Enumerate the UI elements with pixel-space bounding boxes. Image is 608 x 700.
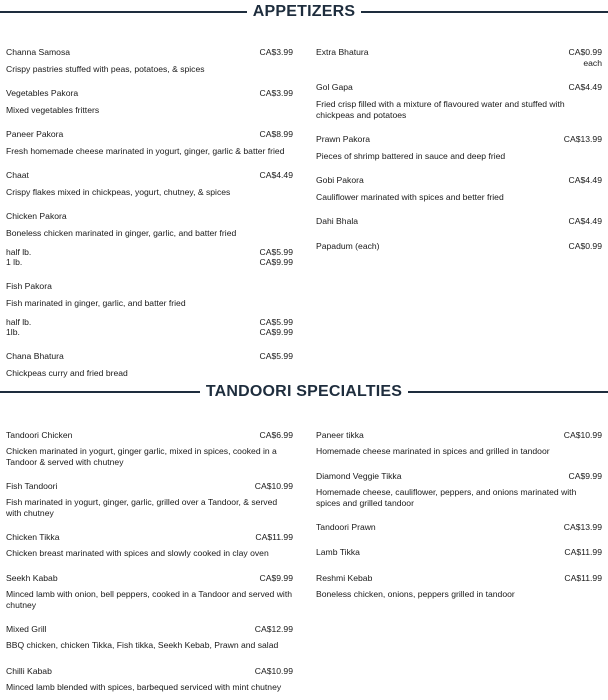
item-name: Chaat xyxy=(6,170,29,180)
item-description: Chicken breast marinated with spices and slowly cooked in clay oven xyxy=(6,548,269,558)
menu-item xyxy=(316,82,602,120)
menu-item xyxy=(6,532,293,559)
item-name: Channa Samosa xyxy=(6,47,71,57)
tandoori-header xyxy=(0,380,608,404)
item-name: Seekh Kabab xyxy=(6,573,58,583)
item-description: Mixed vegetables fritters xyxy=(6,105,100,115)
item-name: Papadum (each) xyxy=(316,241,380,251)
item-price: CA$5.99 xyxy=(259,351,293,361)
item-description: Crispy pastries stuffed with peas, potatoes, & spices xyxy=(6,64,205,74)
item-description: Minced lamb with onion, bell peppers, cooked in a Tandoor and served with chutney xyxy=(6,589,292,610)
item-description: Homemade cheese marinated in spices and grilled in tandoor xyxy=(316,446,550,456)
item-price: CA$0.99 xyxy=(568,241,602,251)
item-price: CA$11.99 xyxy=(564,547,602,557)
item-price: CA$9.99 xyxy=(259,573,293,583)
option-price: CA$5.99 xyxy=(259,246,293,257)
menu-item xyxy=(6,430,293,467)
item-name: Chicken Pakora xyxy=(6,211,67,221)
item-name: Lamb Tikka xyxy=(316,547,360,557)
menu-item xyxy=(316,471,602,508)
item-name: Reshmi Kebab xyxy=(316,573,373,583)
header-rule-right xyxy=(408,391,608,393)
item-name: Diamond Veggie Tikka xyxy=(316,471,402,481)
item-description: Fresh homemade cheese marinated in yogurt, ginger, garlic & batter fried xyxy=(6,146,285,156)
menu-item xyxy=(6,624,293,651)
item-name: Chilli Kabab xyxy=(6,666,52,676)
item-description: Homemade cheese, cauliflower, peppers, and onions marinated with spices and grilled tandoor xyxy=(316,487,577,508)
item-name: Paneer Pakora xyxy=(6,129,64,139)
item-name: Tandoori Prawn xyxy=(316,522,376,532)
item-description: Crispy flakes mixed in chickpeas, yogurt, chutney, & spices xyxy=(6,187,231,197)
item-price: CA$4.49 xyxy=(568,216,602,226)
item-description: Fried crisp filled with a mixture of flavoured water and stuffed with chickpeas and potatoes xyxy=(316,99,565,120)
item-description: BBQ chicken, chicken Tikka, Fish tikka, Seekh Kebab, Prawn and salad xyxy=(6,640,279,650)
item-price: CA$11.99 xyxy=(564,573,602,583)
item-name: Paneer tikka xyxy=(316,430,364,440)
item-price: CA$4.49 xyxy=(568,82,602,92)
section-title: TANDOORI SPECIALTIES xyxy=(205,383,403,400)
menu-item xyxy=(316,216,602,227)
option-label: 1 lb. xyxy=(6,256,23,267)
item-price: CA$8.99 xyxy=(259,129,293,139)
item-price: CA$13.99 xyxy=(563,522,602,532)
menu-item xyxy=(6,211,293,267)
item-price: CA$3.99 xyxy=(259,47,293,57)
menu-item xyxy=(316,573,602,600)
menu-item xyxy=(6,573,293,610)
item-name: Gol Gapa xyxy=(316,82,353,92)
item-name: Dahi Bhala xyxy=(316,216,359,226)
menu-item xyxy=(6,88,293,116)
item-name: Chana Bhatura xyxy=(6,351,64,361)
item-name: Tandoori Chicken xyxy=(6,430,73,440)
item-price: CA$6.99 xyxy=(259,430,293,440)
item-name: Extra Bhatura xyxy=(316,47,369,57)
menu-item xyxy=(316,241,602,252)
header-rule-left xyxy=(0,11,247,13)
menu-item xyxy=(6,666,293,693)
item-description: Boneless chicken marinated in ginger, garlic, and batter fried xyxy=(6,228,237,238)
item-price: CA$10.99 xyxy=(254,666,293,676)
option-label: half lb. xyxy=(6,316,32,327)
item-name: Chicken Tikka xyxy=(6,532,60,542)
item-price: CA$4.49 xyxy=(568,175,602,185)
menu-item xyxy=(316,134,602,162)
menu-item xyxy=(316,175,602,203)
item-description: Minced lamb blended with spices, barbequed serviced with mint chutney xyxy=(6,682,282,692)
item-description: Chickpeas curry and fried bread xyxy=(6,368,128,378)
item-price: CA$12.99 xyxy=(254,624,293,634)
item-name: Fish Tandoori xyxy=(6,481,58,491)
price-note: each xyxy=(583,58,602,68)
item-price: CA$13.99 xyxy=(563,134,602,144)
item-name: Mixed Grill xyxy=(6,624,47,634)
item-description: Chicken marinated in yogurt, ginger garlic, mixed in spices, cooked in a Tandoor & served with chutney xyxy=(6,446,277,467)
item-description: Pieces of shrimp battered in sauce and deep fried xyxy=(316,151,506,161)
item-price: CA$9.99 xyxy=(568,471,602,481)
option-label: half lb. xyxy=(6,246,32,257)
item-description: Cauliflower marinated with spices and better fried xyxy=(316,192,504,202)
item-name: Gobi Pakora xyxy=(316,175,364,185)
item-price: CA$10.99 xyxy=(563,430,602,440)
menu-item xyxy=(316,547,602,558)
menu-item xyxy=(6,47,293,75)
menu-item xyxy=(6,351,293,379)
option-price: CA$5.99 xyxy=(259,316,293,327)
menu-item xyxy=(316,522,602,533)
item-description: Fish marinated in yogurt, ginger, garlic, grilled over a Tandoor, & served with chutney xyxy=(6,497,278,518)
header-rule-left xyxy=(0,391,200,393)
menu-item xyxy=(6,281,293,337)
option-label: 1lb. xyxy=(6,326,20,337)
item-description: Fish marinated in ginger, garlic, and batter fried xyxy=(6,298,186,308)
item-price: CA$4.49 xyxy=(259,170,293,180)
item-name: Fish Pakora xyxy=(6,281,52,291)
item-name: Prawn Pakora xyxy=(316,134,370,144)
item-price: CA$10.99 xyxy=(254,481,293,491)
menu-item xyxy=(316,430,602,457)
section-title: APPETIZERS xyxy=(252,3,356,20)
menu-item xyxy=(6,481,293,518)
menu-item xyxy=(6,129,293,157)
menu-item xyxy=(6,170,293,198)
option-price: CA$9.99 xyxy=(259,256,293,267)
item-price: CA$3.99 xyxy=(259,88,293,98)
option-price: CA$9.99 xyxy=(259,326,293,337)
item-name: Vegetables Pakora xyxy=(6,88,79,98)
item-price: CA$11.99 xyxy=(255,532,293,542)
item-description: Boneless chicken, onions, peppers grilled in tandoor xyxy=(316,589,515,599)
menu-item xyxy=(316,47,602,69)
appetizers-header xyxy=(0,0,608,24)
header-rule-right xyxy=(361,11,608,13)
item-price: CA$0.99 xyxy=(568,47,602,57)
